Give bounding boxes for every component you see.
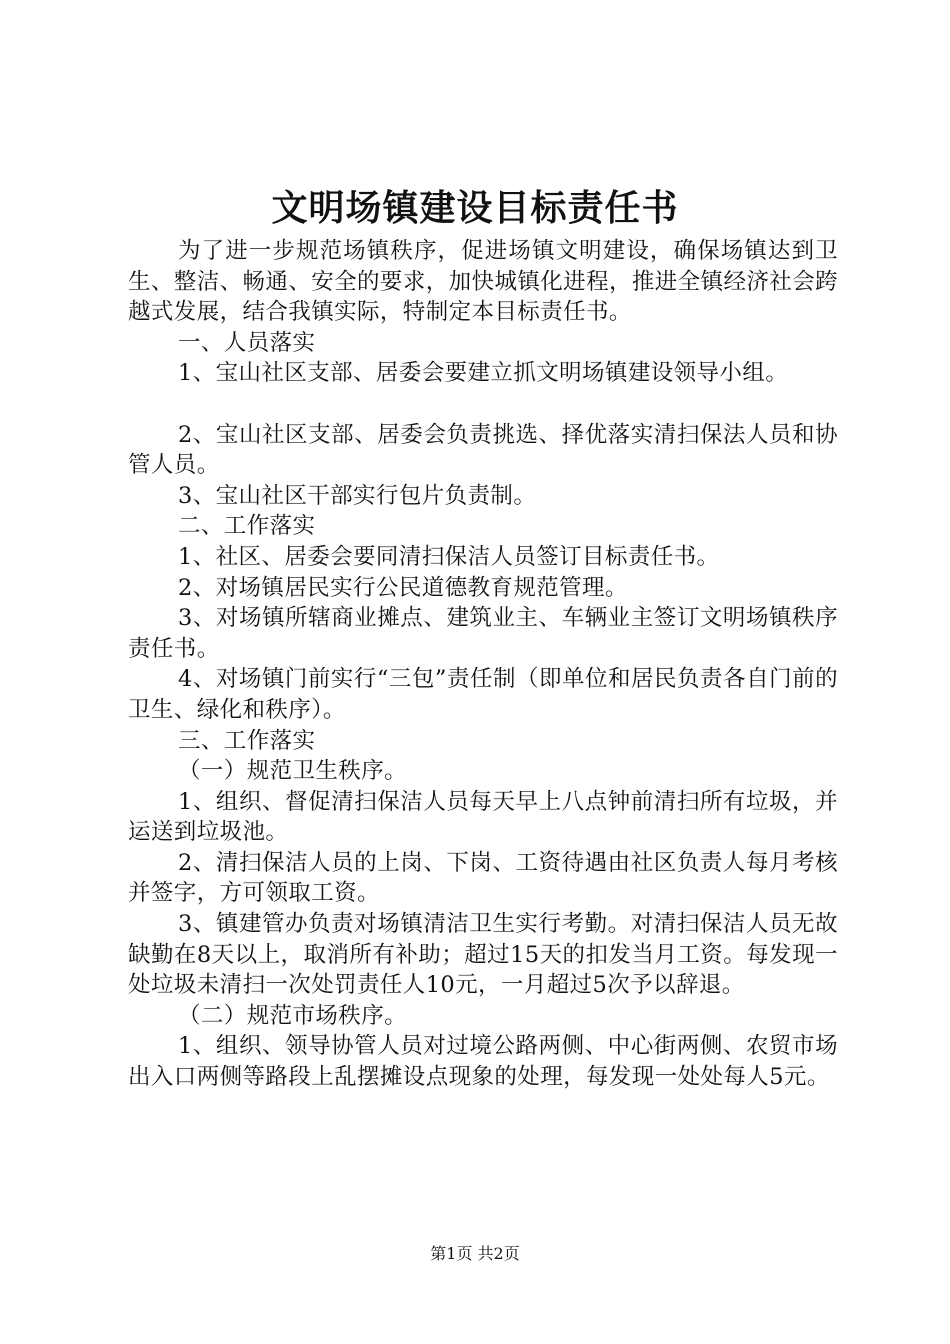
intro-paragraph: 为了进一步规范场镇秩序，促进场镇文明建设，确保场镇达到卫生、整洁、畅通、安全的要求，加快城镇化进程，推进全镇经济社会跨越式发展，结合我镇实际，特制定本目标责任书。 bbox=[128, 238, 838, 326]
paragraph-item: 4、对场镇门前实行“三包”责任制（即单位和居民负责各自门前的卫生、绿化和秩序）。 bbox=[128, 666, 838, 723]
subsection-heading-2: （二）规范市场秩序。 bbox=[178, 1002, 408, 1029]
section-heading-1: 一、人员落实 bbox=[178, 329, 316, 356]
paragraph-item: 2、宝山社区支部、居委会负责挑选、择优落实清扫保法人员和协管人员。 bbox=[128, 421, 838, 479]
paragraph-item: 1、组织、督促清扫保洁人员每天早上八点钟前清扫所有垃圾，并运送到垃圾池。 bbox=[128, 788, 838, 846]
document-body bbox=[128, 236, 838, 1093]
paragraph-item: 1、社区、居委会要同清扫保洁人员签订目标责任书。 bbox=[178, 543, 720, 570]
paragraph-item: 1、宝山社区支部、居委会要建立抓文明场镇建设领导小组。 bbox=[178, 360, 789, 387]
paragraph-item: 3、宝山社区干部实行包片负责制。 bbox=[178, 482, 537, 509]
page-footer: 第1页 共2页 bbox=[430, 1244, 520, 1263]
paragraph-item: 3、镇建管办负责对场镇清洁卫生实行考勤。对清扫保洁人员无故缺勤在8天以上，取消所有补助；超过15天的扣发当月工资。每发现一处垃圾未清扫一次处罚责任人10元，一月超过5次予以辞退。 bbox=[128, 911, 838, 999]
paragraph-item: 2、清扫保洁人员的上岗、下岗、工资待遇由社区负责人每月考核并签字，方可领取工资。 bbox=[128, 849, 838, 907]
section-heading-3: 三、工作落实 bbox=[178, 727, 316, 754]
subsection-heading-1: （一）规范卫生秩序。 bbox=[178, 758, 408, 785]
paragraph-item: 1、组织、领导协管人员对过境公路两侧、中心街两侧、农贸市场出入口两侧等路段上乱摆摊设点现象的处理，每发现一处处每人5元。 bbox=[128, 1033, 838, 1091]
section-heading-2: 二、工作落实 bbox=[178, 513, 316, 540]
paragraph-item: 3、对场镇所辖商业摊点、建筑业主、车辆业主签订文明场镇秩序责任书。 bbox=[128, 605, 838, 662]
paragraph-item: 2、对场镇居民实行公民道德教育规范管理。 bbox=[178, 574, 628, 601]
document-title: 文明场镇建设目标责任书 bbox=[271, 187, 679, 229]
